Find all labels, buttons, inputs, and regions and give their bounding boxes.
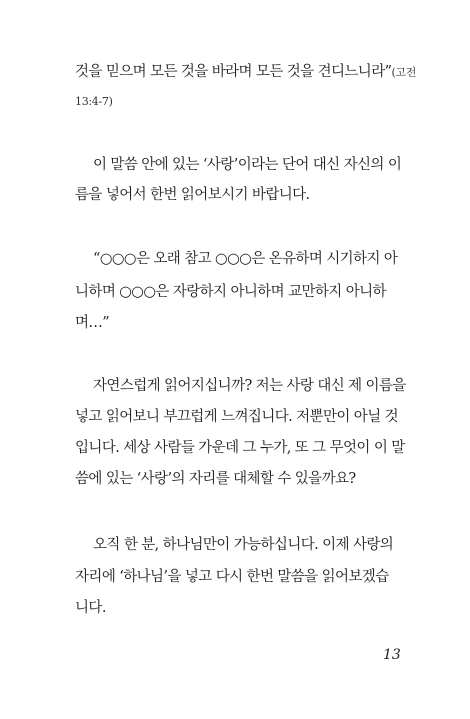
text-line: 넣고 읽어보니 부끄럽게 느껴집니다. 저뿐만이 아닐 것 (75, 409, 399, 425)
text-line: 이 말씀 안에 있는 ‘사랑’이라는 단어 대신 자신의 이 (93, 157, 402, 173)
text-line: “○○○은 오래 참고 ○○○은 온유하며 시기하지 아 (93, 251, 398, 267)
page-number: 13 (383, 647, 401, 663)
text-line: 입니다. 세상 사람들 가운데 그 누가, 또 그 무엇이 이 말 (75, 440, 405, 456)
quote-end-text: 것을 믿으며 모든 것을 바라며 모든 것을 견디느니라” (75, 64, 392, 80)
text-line: 니하며 ○○○은 자랑하지 아니하며 교만하지 아니하 (75, 284, 386, 300)
text-line: 오직 한 분, 하나님만이 가능하십니다. 이제 사랑의 (93, 537, 394, 553)
text-line: 름을 넣어서 한번 읽어보시기 바랍니다. (75, 187, 310, 203)
text-line: 씀에 있는 ‘사랑’의 자리를 대체할 수 있을까요? (75, 471, 356, 487)
text-line: 자연스럽게 읽어지십니까? 저는 사랑 대신 제 이름을 (93, 378, 406, 394)
text-line: 자리에 ‘하나님’을 넣고 다시 한번 말씀을 읽어보겠습 (75, 569, 389, 585)
citation-reference: 13:4-7) (75, 95, 113, 108)
text-line: 며…” (75, 315, 110, 331)
text-line: 니다. (75, 600, 106, 616)
text-line (75, 62, 417, 83)
citation-start: (고전 (391, 66, 417, 79)
